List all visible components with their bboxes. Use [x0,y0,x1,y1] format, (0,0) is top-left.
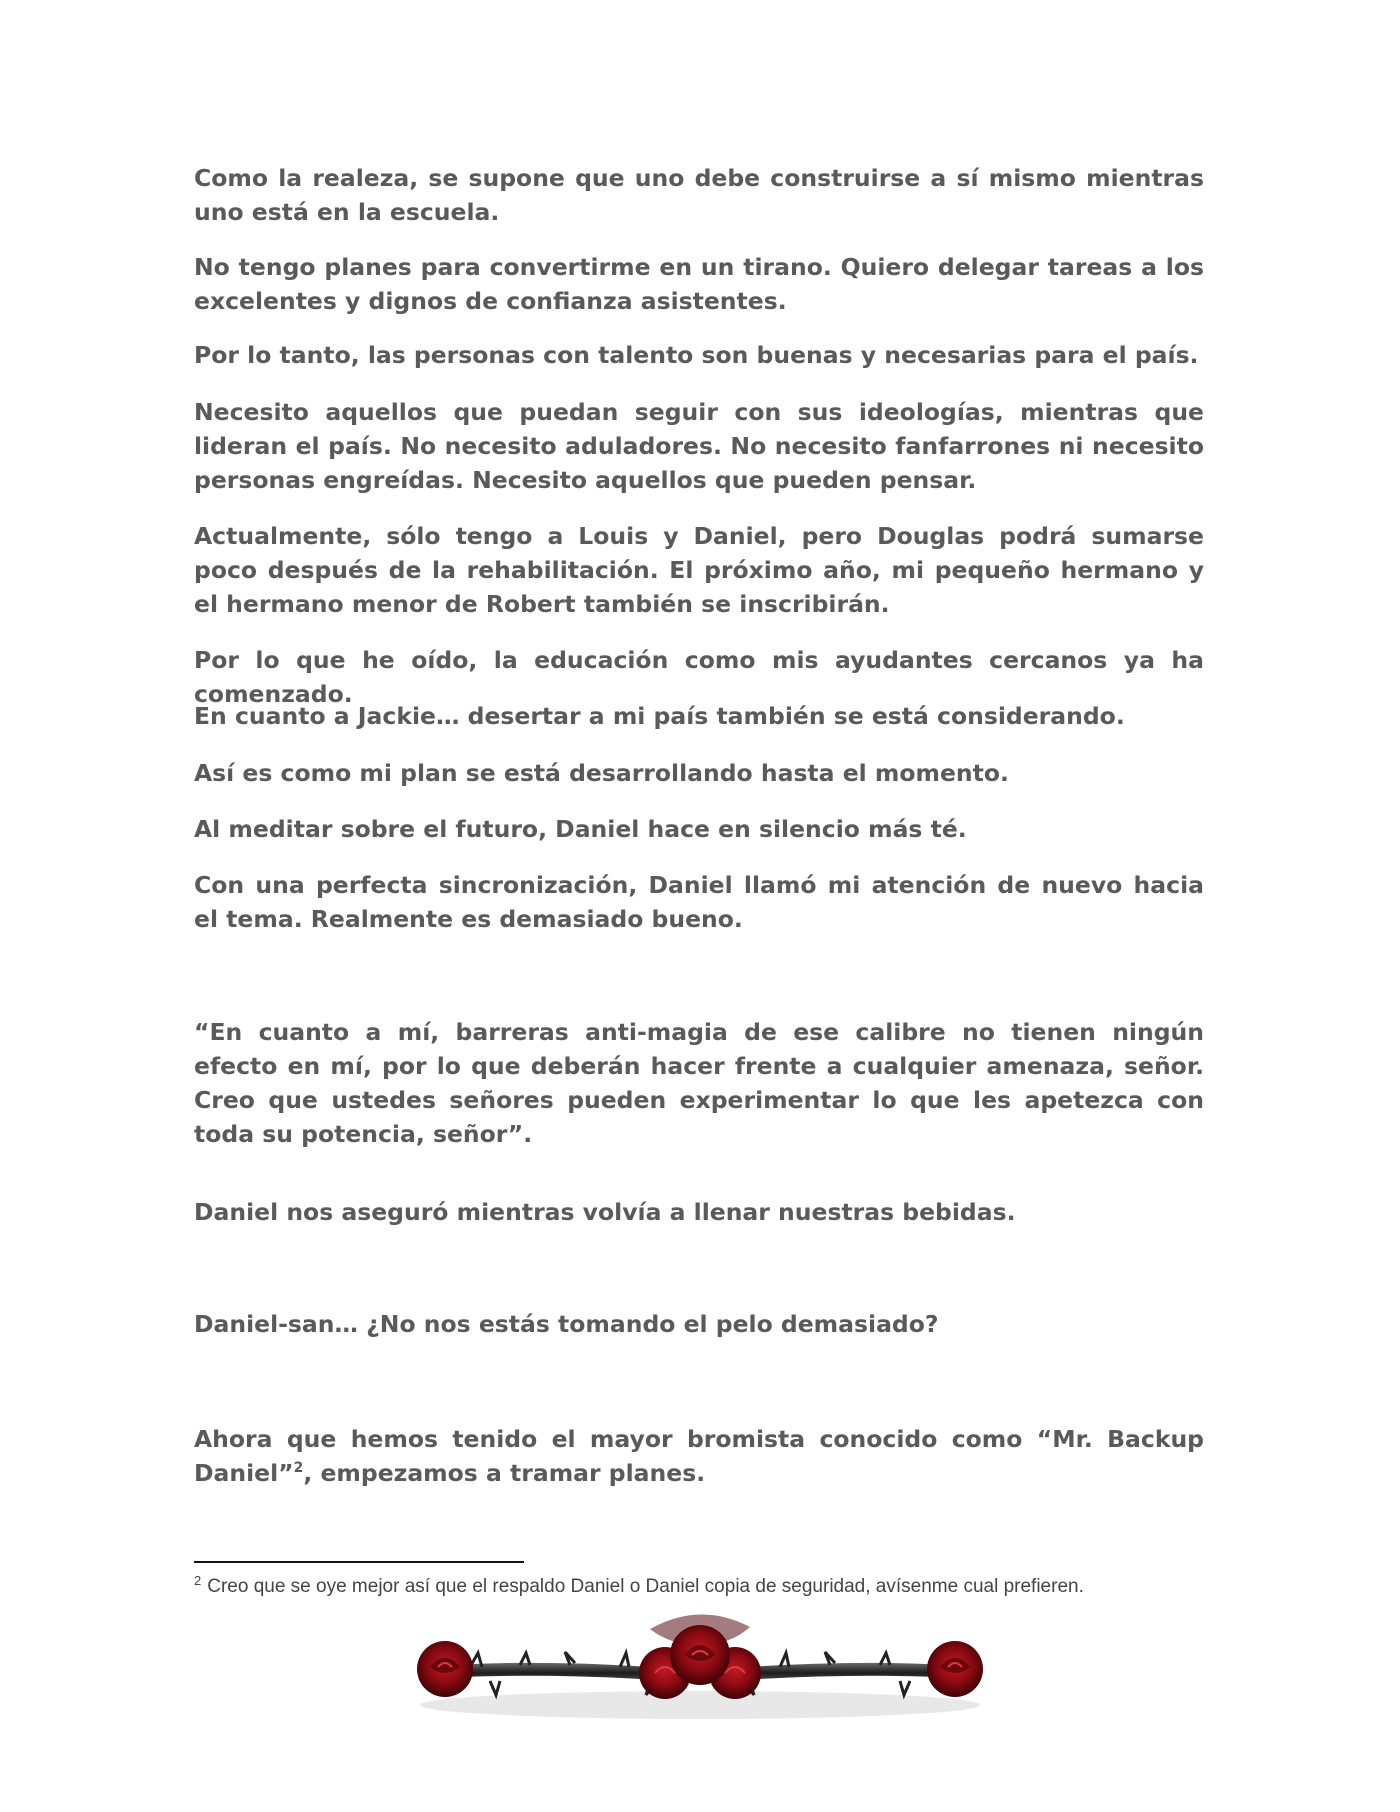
paragraph-1: Como la realeza, se supone que uno debe construirse a sí mismo mientras uno está en la escuela. [194,164,1204,226]
dialogue-paragraph: “En cuanto a mí, barreras anti-magia de ese calibre no tienen ningún efecto en mí, por lo que deberán hacer frente a cualquier amenaza, señor. Creo que ustedes señores pueden experimentar lo que les apetezca con toda su potencia, señor”. [194,1018,1204,1148]
paragraph-5: Actualmente, sólo tengo a Louis y Daniel, pero Douglas podrá sumarse poco después de la rehabilitación. El próximo año, mi pequeño hermano y el hermano menor de Robert también se inscribirán. [194,522,1204,618]
paragraph-14-after: , empezamos a tramar planes. [303,1459,706,1487]
paragraph-4: Necesito aquellos que puedan seguir con sus ideologías, mientras que lideran el país. No necesito aduladores. No necesito fanfarrones ni necesito personas engreídas. Necesito aquellos que pueden pensar. [194,398,1204,494]
rose-vine-ornament-icon [400,1605,1000,1730]
paragraph-7: En cuanto a Jackie… desertar a mi país también se está considerando. [194,702,1125,730]
paragraph-12: Daniel nos aseguró mientras volvía a llenar nuestras bebidas. [194,1198,1016,1226]
left-rose [417,1641,473,1697]
paragraph-14 [194,1422,1204,1490]
paragraph-3: Por lo tanto, las personas con talento son buenas y necesarias para el país. [194,341,1199,369]
center-roses [639,1625,761,1699]
paragraph-14-before: Ahora que hemos tenido el mayor bromista conocido como “Mr. Backup Daniel” [194,1425,1204,1487]
footnote [194,1574,1204,1600]
footnote-text: Creo que se oye mejor así que el respaldo Daniel o Daniel copia de seguridad, avísenme cual prefieren. [207,1576,1084,1597]
paragraph-9: Al meditar sobre el futuro, Daniel hace en silencio más té. [194,815,967,843]
paragraph-8: Así es como mi plan se está desarrollando hasta el momento. [194,759,1009,787]
footnote-reference[interactable]: 2 [293,1460,304,1477]
right-rose [927,1641,983,1697]
paragraph-2: No tengo planes para convertirme en un tirano. Quiero delegar tareas a los excelentes y dignos de confianza asistentes. [194,253,1204,315]
footnote-separator [194,1561,524,1563]
paragraph-13: Daniel-san… ¿No nos estás tomando el pelo demasiado? [194,1310,939,1338]
paragraph-10: Con una perfecta sincronización, Daniel llamó mi atención de nuevo hacia el tema. Realmente es demasiado bueno. [194,871,1204,933]
paragraph-6: Por lo que he oído, la educación como mis ayudantes cercanos ya ha comenzado. [194,646,1204,708]
footnote-number: 2 [194,1572,202,1588]
